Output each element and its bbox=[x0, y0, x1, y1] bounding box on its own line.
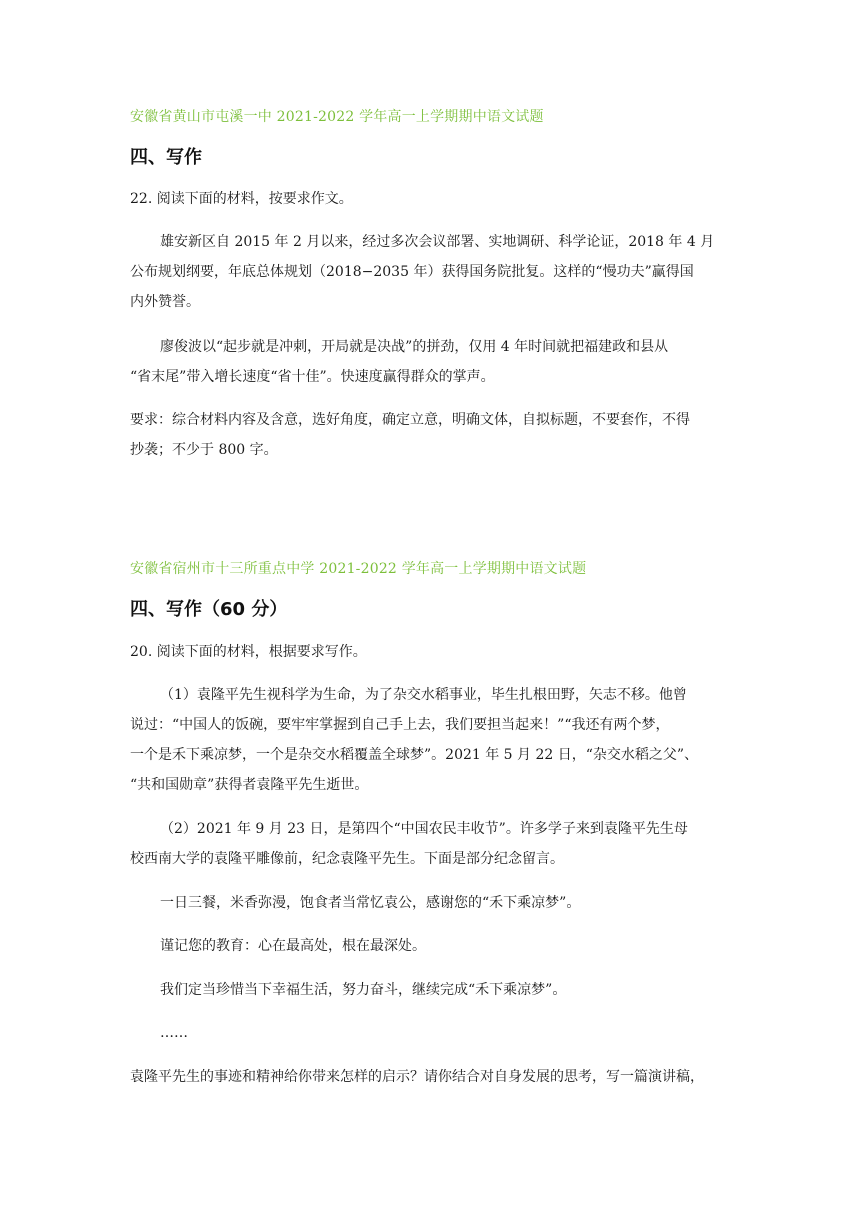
requirement-line: 抄袭；不少于 800 字。 bbox=[130, 442, 278, 458]
requirement-line: 袁隆平先生的事迹和精神给你带来怎样的启示？请你结合对自身发展的思考，写一篇演讲稿， bbox=[130, 1069, 704, 1085]
question-prompt: 22. 阅读下面的材料，按要求作文。 bbox=[130, 191, 353, 207]
section-heading: 四、写作 bbox=[130, 147, 202, 168]
memorial-message: 谨记您的教育：心在最高处，根在最深处。 bbox=[160, 938, 426, 954]
material-line: 一个是禾下乘凉梦，一个是杂交水稻覆盖全球梦”。2021 年 5 月 22 日，“杂交水稻之父”、 bbox=[130, 747, 699, 763]
material-line: 雄安新区自 2015 年 2 月以来，经过多次会议部署、实地调研、科学论证，2018 年 4 月 bbox=[160, 234, 715, 250]
material-line: 廖俊波以“起步就是冲刺，开局就是决战”的拼劲，仅用 4 年时间就把福建政和县从 bbox=[160, 339, 669, 355]
material-line: （1）袁隆平先生视科学为生命，为了杂交水稻事业，毕生扎根田野，矢志不移。他曾 bbox=[160, 687, 687, 703]
material-line: “共和国勋章”获得者袁隆平先生逝世。 bbox=[130, 777, 369, 793]
material-line: “省末尾”带入增长速度“省十佳”。快速度赢得群众的掌声。 bbox=[130, 369, 495, 385]
source-title: 安徽省黄山市屯溪一中 2021-2022 学年高一上学期期中语文试题 bbox=[130, 109, 544, 125]
requirement-line: 要求：综合材料内容及含意，选好角度，确定立意，明确文体，自拟标题，不要套作，不得 bbox=[130, 412, 690, 428]
material-line: 说过：“中国人的饭碗，要牢牢掌握到自己手上去，我们要担当起来！”“我还有两个梦， bbox=[130, 717, 670, 733]
source-title: 安徽省宿州市十三所重点中学 2021-2022 学年高一上学期期中语文试题 bbox=[130, 561, 587, 577]
section-heading: 四、写作（60 分） bbox=[130, 599, 288, 620]
memorial-message: 一日三餐，米香弥漫，饱食者当常忆袁公，感谢您的“禾下乘凉梦”。 bbox=[160, 895, 581, 911]
memorial-message: 我们定当珍惜当下幸福生活，努力奋斗，继续完成“禾下乘凉梦”。 bbox=[160, 982, 567, 998]
material-line: 校西南大学的袁隆平雕像前，纪念袁隆平先生。下面是部分纪念留言。 bbox=[130, 851, 564, 867]
material-line: 内外赞誉。 bbox=[130, 294, 200, 310]
material-line: 公布规划纲要，年底总体规划（2018−2035 年）获得国务院批复。这样的“慢功夫”赢得国 bbox=[130, 264, 694, 280]
ellipsis: …… bbox=[160, 1025, 188, 1041]
question-prompt: 20. 阅读下面的材料，根据要求写作。 bbox=[130, 644, 367, 660]
material-line: （2）2021 年 9 月 23 日，是第四个“中国农民丰收节”。许多学子来到袁隆平先生母 bbox=[160, 821, 688, 837]
